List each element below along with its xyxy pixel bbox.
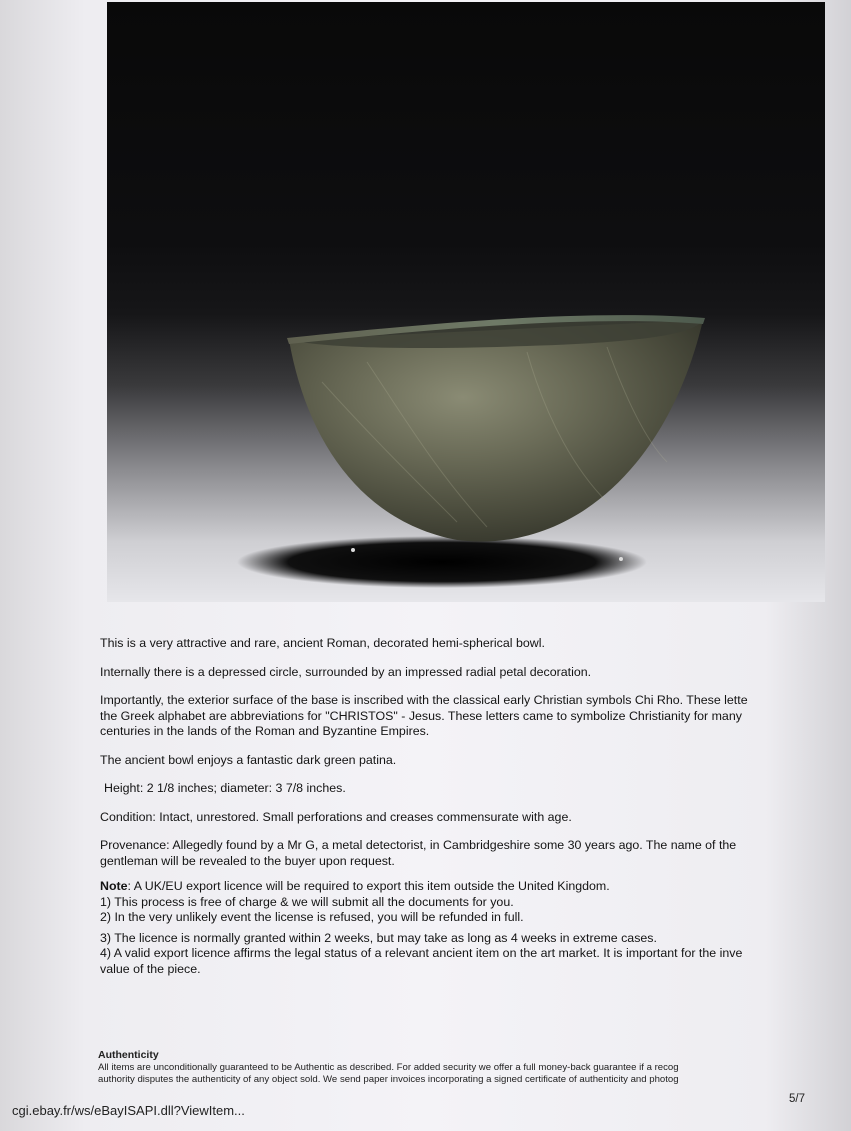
- note-item-4-cont: value of the piece.: [100, 961, 201, 976]
- note-item-3: 3) The licence is normally granted within 2 weeks, but may take as long as 4 weeks in extreme cases.: [100, 930, 657, 945]
- provenance-text: Provenance: Allegedly found by a Mr G, a metal detectorist, in Cambridgeshire some 30 years ago. The name of the gentleman will be revealed to the buyer upon request.: [100, 838, 737, 868]
- print-url: cgi.ebay.fr/ws/eBayISAPI.dll?ViewItem...: [12, 1103, 245, 1118]
- bronze-bowl-image: [107, 2, 825, 602]
- condition-text: Condition: Intact, unrestored. Small perforations and creases commensurate with age.: [100, 809, 572, 824]
- dimensions-text: Height: 2 1/8 inches; diameter: 3 7/8 inches.: [104, 781, 346, 795]
- note-item-2: 2) In the very unlikely event the license is refused, you will be refunded in full.: [100, 910, 524, 924]
- exterior-text: Importantly, the exterior surface of the base is inscribed with the classical early Christian symbols Chi Rho. These lette the Greek alphabet are abbreviations for "CHRISTOS" - Jesus. These letters came to symbolize Christianity for many centuries in the lands of the Roman and Byzantine Empires.: [100, 693, 748, 738]
- authenticity-section: [98, 1049, 814, 1087]
- patina-text: The ancient bowl enjoys a fantastic dark green patina.: [100, 752, 397, 767]
- note-item-1: 1) This process is free of charge & we will submit all the documents for you.: [100, 894, 514, 909]
- note-label: Note: [100, 879, 128, 893]
- export-note: [100, 879, 820, 977]
- internal-text: Internally there is a depressed circle, surrounded by an impressed radial petal decoration.: [100, 664, 592, 679]
- note-text: : A UK/EU export licence will be required to export this item outside the United Kingdom.: [127, 879, 610, 893]
- item-description: [100, 636, 820, 977]
- page-number: 5/7: [789, 1093, 805, 1105]
- note-item-4: 4) A valid export licence affirms the legal status of a relevant ancient item on the art market. It is important for the inve: [100, 946, 743, 960]
- authenticity-line-2: authority disputes the authenticity of any object sold. We send paper invoices incorporating a signed certificate of authenticity and photog: [98, 1074, 679, 1085]
- intro-text: This is a very attractive and rare, ancient Roman, decorated hemi-spherical bowl.: [100, 636, 545, 650]
- authenticity-line-1: All items are unconditionally guaranteed to be Authentic as described. For added security we offer a full money-back guarantee if a recog: [98, 1061, 679, 1073]
- bowl-photo: [107, 2, 825, 602]
- authenticity-heading: Authenticity: [98, 1049, 159, 1061]
